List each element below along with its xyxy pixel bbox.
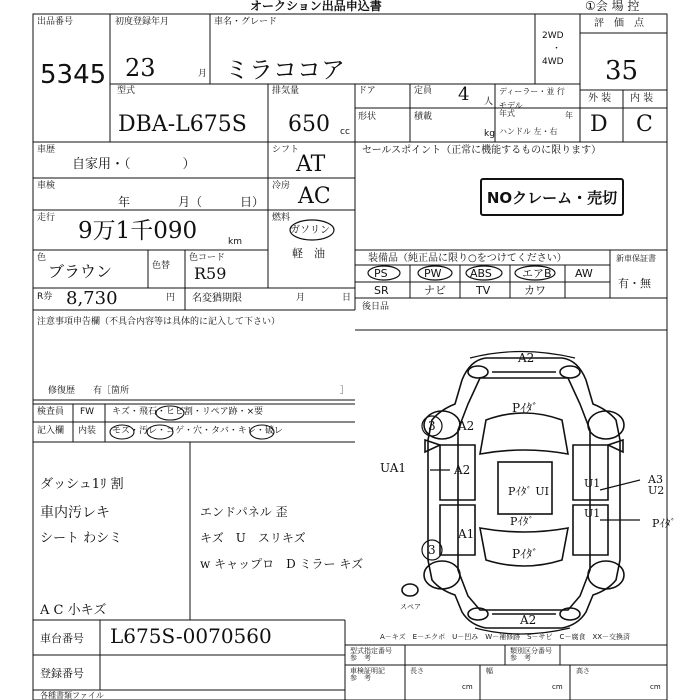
- notes-label: 注意事項申告欄（不具合内容等は具体的に記入して下さい）: [37, 317, 281, 327]
- handwritten-note-7: A C 小キズ: [40, 603, 107, 618]
- color-label: 色: [37, 253, 47, 263]
- shift-label: シフト: [272, 145, 300, 155]
- rating-exterior-value: D: [590, 112, 608, 137]
- diag-a2-bottom: A2: [520, 613, 537, 627]
- capacity-value: 4: [458, 84, 470, 105]
- repair-history-label: 修復歴 有［箇所: [48, 386, 130, 396]
- later-date-label: 後日品: [362, 302, 390, 312]
- fuel-diesel: 軽 油: [292, 247, 325, 260]
- sales-stamp-text: NOクレーム・売切: [486, 188, 618, 207]
- drive-2wd: 2WD: [542, 31, 564, 41]
- equipment-tv: TV: [476, 284, 491, 297]
- inspection-year-unit: 年: [118, 195, 131, 209]
- inspector-label-1: 検査員: [37, 407, 65, 417]
- diag-a3-u2: A3 U2: [648, 473, 665, 497]
- lot-number-value: 5345: [40, 60, 107, 90]
- mileage-unit: km: [228, 237, 242, 247]
- rating-exterior-label: 外 装: [588, 93, 612, 104]
- first-registration-year: 23: [125, 54, 156, 82]
- car-name-value: ミラココア: [225, 56, 345, 84]
- inspection-month-unit: 月（: [178, 195, 203, 209]
- inspector-row1: キズ・飛石・ヒビ割・リペア跡・×要: [112, 407, 264, 417]
- dims-width: 幅: [486, 667, 493, 675]
- copy-label: ①会 場 控: [585, 0, 640, 13]
- lot-number-label: 出品番号: [37, 17, 74, 27]
- bottom-label: 各種書類ファイル: [40, 691, 104, 700]
- equipment-aw: AW: [575, 267, 593, 280]
- color-change-label: 色替: [152, 261, 171, 271]
- form-code-label: 型式指定番号 参 考: [350, 647, 392, 662]
- inspector-label-2: 記入欄: [37, 426, 65, 436]
- diag-p-center: Pｲﾀﾞ: [510, 515, 534, 528]
- diag-p-right: Pｲﾀﾞ: [652, 517, 676, 530]
- warranty-label: 新車保証書: [616, 254, 656, 263]
- inspection-label: 車検: [37, 181, 56, 191]
- dims-length: 長さ: [410, 667, 424, 675]
- recycle-unit: 円: [166, 293, 176, 303]
- rating-interior-label: 内 装: [630, 93, 654, 104]
- warranty-value: 有・無: [618, 277, 651, 290]
- dims-height-unit: cm: [650, 683, 661, 691]
- equipment-label: 装備品（純正品に限り○をつけてください）: [368, 253, 567, 264]
- handwritten-note-5: キズ U スリキズ: [200, 531, 306, 545]
- diag-a2-mid: A2: [454, 463, 471, 477]
- load-unit: kg: [484, 129, 495, 139]
- diag-u1-right2: U1: [584, 507, 601, 520]
- drive-dot: ・: [552, 44, 562, 54]
- rating-score: 35: [605, 56, 639, 86]
- displacement-label: 排気量: [272, 86, 300, 96]
- diag-spare: スペア: [400, 603, 421, 611]
- dims-width-unit: cm: [552, 683, 563, 691]
- dims-height: 高さ: [576, 667, 590, 675]
- mileage-label: 走行: [37, 213, 56, 223]
- inspection-day-unit: 日）: [240, 195, 265, 209]
- dims-length-unit: cm: [462, 683, 473, 691]
- handwritten-note-3: シート わシミ: [40, 531, 123, 546]
- shape-label: 形状: [358, 112, 377, 122]
- diag-p-top: Pｲﾀﾞ: [512, 401, 539, 415]
- color-value: ブラウン: [48, 262, 113, 281]
- category-code-label: 類別区分番号 参 考: [510, 647, 552, 662]
- equipment-sr: SR: [374, 284, 389, 297]
- diag-p-mid: Pｲﾀﾞ UI: [508, 485, 550, 498]
- drive-4wd: 4WD: [542, 57, 564, 67]
- displacement-unit: cc: [340, 127, 350, 137]
- mileage-value: 9万1千090: [78, 218, 198, 244]
- fuel-label: 燃料: [272, 213, 291, 223]
- name-change-label: 名変猶期限: [192, 293, 242, 304]
- diag-ua1: UA1: [380, 461, 407, 475]
- history-label: 車歴: [37, 145, 56, 155]
- first-registration-month-unit: 月: [198, 69, 208, 79]
- sales-stamp: [480, 178, 624, 216]
- name-change-month: 月: [296, 293, 306, 303]
- capacity-unit: 人: [484, 97, 494, 107]
- first-registration-label: 初度登録年月: [115, 17, 170, 27]
- chassis-label: 車台番号: [40, 632, 84, 645]
- model-label: 型式: [117, 86, 136, 96]
- aircon-value: AC: [298, 184, 331, 209]
- color-code-label: 色コード: [189, 253, 226, 263]
- diag-a2-left-top: A2: [458, 419, 475, 433]
- diag-three-b: 3: [428, 543, 436, 557]
- recycle-value: 8,730: [66, 288, 118, 309]
- load-label: 積載: [414, 112, 433, 122]
- equipment-abs: ABS: [470, 267, 492, 280]
- handle-label: ハンドル 左・右: [499, 127, 558, 136]
- diag-u1-right: U1: [584, 477, 601, 490]
- handwritten-note-2: 車内汚レキ: [40, 505, 110, 521]
- damage-legend: A－キズ E－エクボ U－凹み W－補修跡 S－サビ C－腐食 XX－交換済: [380, 633, 631, 641]
- rating-label: 評 価 点: [594, 18, 644, 29]
- fuel-gasoline: ガソリン: [290, 225, 330, 236]
- capacity-label: 定員: [414, 86, 433, 96]
- history-value: 自家用・（ ）: [72, 157, 196, 172]
- inspector-row2: モズ・汚レ・コゲ・穴・タバ・キレ・破レ: [112, 426, 283, 436]
- dims-label: 車検証明記 参 考: [350, 667, 385, 682]
- doors-label: ドア: [358, 86, 376, 96]
- model-year-label: モデル 年式: [499, 101, 523, 118]
- name-change-day: 日: [342, 293, 352, 303]
- car-name-label: 車名・グレード: [214, 17, 278, 27]
- diag-three-a: 3: [428, 419, 436, 433]
- registration-label: 登録番号: [40, 667, 84, 680]
- diag-p-bottom: Pｲﾀﾞ: [512, 547, 539, 561]
- handwritten-note-1: ダッシュ1ﾘ 割: [40, 477, 124, 492]
- equipment-airbag: エアB: [522, 267, 552, 280]
- diag-a1: A1: [458, 527, 475, 541]
- inspector-fw: FW: [80, 407, 95, 417]
- handwritten-note-4: エンドパネル 歪: [200, 505, 288, 519]
- diag-a2-top: A2: [518, 351, 535, 365]
- equipment-ps: PS: [374, 267, 388, 280]
- form-title: オークション出品申込書: [250, 0, 382, 13]
- model-value: DBA-L675S: [118, 112, 247, 137]
- inspector-interior: 内装: [78, 426, 97, 436]
- displacement-value: 650: [288, 112, 330, 137]
- repair-history-bracket: ］: [340, 386, 350, 396]
- sales-points-label: セールスポイント（正常に機能するものに限ります）: [362, 145, 602, 156]
- color-code-value: R59: [194, 264, 227, 283]
- equipment-navi: ナビ: [424, 284, 446, 297]
- aircon-label: 冷房: [272, 181, 291, 191]
- handwritten-note-6: w キャップロ D ミラー キズ: [200, 557, 364, 571]
- equipment-leather: カワ: [524, 284, 546, 297]
- model-year-unit: 年: [565, 111, 573, 120]
- chassis-value: L675S-0070560: [110, 624, 272, 648]
- dealer-label: ディーラー・並 行: [499, 87, 565, 96]
- rating-interior-value: C: [636, 112, 653, 137]
- shift-value: AT: [296, 152, 326, 177]
- equipment-pw: PW: [424, 267, 442, 280]
- recycle-label: R券: [37, 292, 53, 302]
